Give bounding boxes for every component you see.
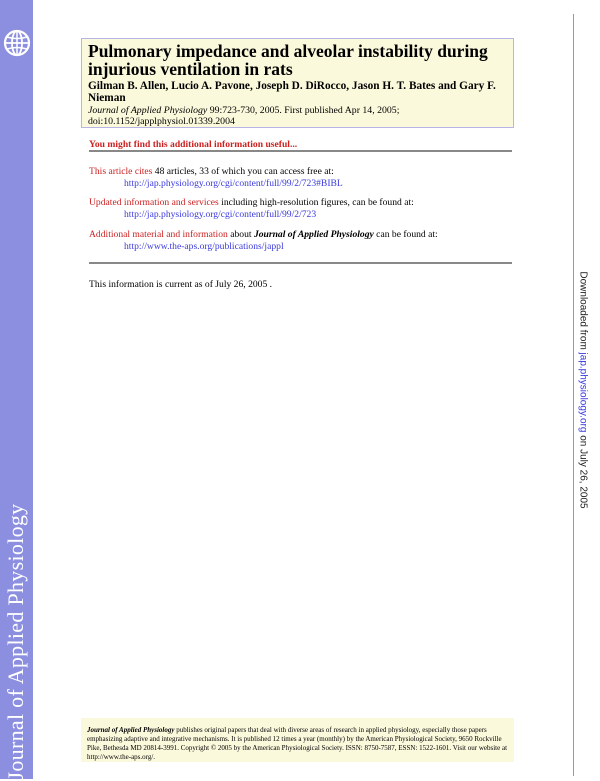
- additional-material-text-pre: about: [227, 229, 254, 240]
- updated-info-link[interactable]: Updated information and services: [89, 197, 219, 208]
- download-stamp: [578, 271, 589, 508]
- sidebar-journal-name: Journal of Applied Physiology: [3, 503, 28, 781]
- updated-info-block: [89, 197, 414, 221]
- additional-material-journal: Journal of Applied Physiology: [253, 229, 374, 240]
- article-cites-link[interactable]: This article cites: [89, 166, 153, 177]
- citation-doi[interactable]: doi:10.1152/japplphysiol.01339.2004: [88, 116, 235, 127]
- divider-top: [89, 150, 512, 152]
- article-citation: [88, 105, 507, 127]
- additional-material-link[interactable]: Additional material and information: [89, 229, 228, 240]
- article-authors: Gilman B. Allen, Lucio A. Pavone, Joseph D. DiRocco, Jason H. T. Bates and Gary F. Nieman: [88, 80, 496, 104]
- citation-details: 99:723-730, 2005. First published Apr 14, 2005;: [207, 105, 400, 116]
- additional-material-block: [89, 229, 438, 253]
- additional-material-text-post: can be found at:: [373, 229, 438, 240]
- updated-info-url[interactable]: http://jap.physiology.org/cgi/content/full/99/2/723: [124, 209, 317, 220]
- article-cites-text: 48 articles, 33 of which you can access free at:: [152, 166, 334, 177]
- journal-footer: [81, 718, 514, 762]
- download-stamp-site-link[interactable]: jap.physiology.org: [577, 352, 589, 433]
- additional-info-heading: You might find this additional information useful...: [89, 139, 298, 150]
- footer-text: publishes original papers that deal with diverse areas of research in applied physiology, especially those papers emphasizing adaptive and integrative mechanisms. It is published 12 times a year (monthly) by the American Physiological Society, 9650 Rockville Pike, Bethesda MD 20814-3991. Copyright © 2005 by the American Physiological Society. ISSN: 8750-7587, ESSN: 1522-1601. Visit our website at http://www.the-aps.org/.: [87, 726, 508, 761]
- updated-info-text: including high-resolution figures, can be found at:: [218, 197, 414, 208]
- additional-material-url[interactable]: http://www.the-aps.org/publications/jappl: [124, 241, 284, 252]
- article-header: [81, 38, 514, 128]
- divider-bottom: [89, 262, 512, 264]
- article-cites-block: [89, 166, 343, 190]
- aps-globe-icon: [2, 28, 32, 58]
- article-cites-url[interactable]: http://jap.physiology.org/cgi/content/full/99/2/723#BIBL: [124, 178, 343, 189]
- footer-journal-name: Journal of Applied Physiology: [87, 726, 175, 734]
- download-stamp-prefix: Downloaded from: [577, 271, 589, 353]
- journal-sidebar: [0, 0, 33, 779]
- citation-journal: Journal of Applied Physiology: [88, 105, 208, 116]
- current-info-text: This information is current as of July 26, 2005 .: [89, 279, 273, 290]
- download-stamp-suffix: on July 26, 2005: [577, 432, 589, 509]
- article-title: Pulmonary impedance and alveolar instability during injurious ventilation in rats: [88, 41, 488, 79]
